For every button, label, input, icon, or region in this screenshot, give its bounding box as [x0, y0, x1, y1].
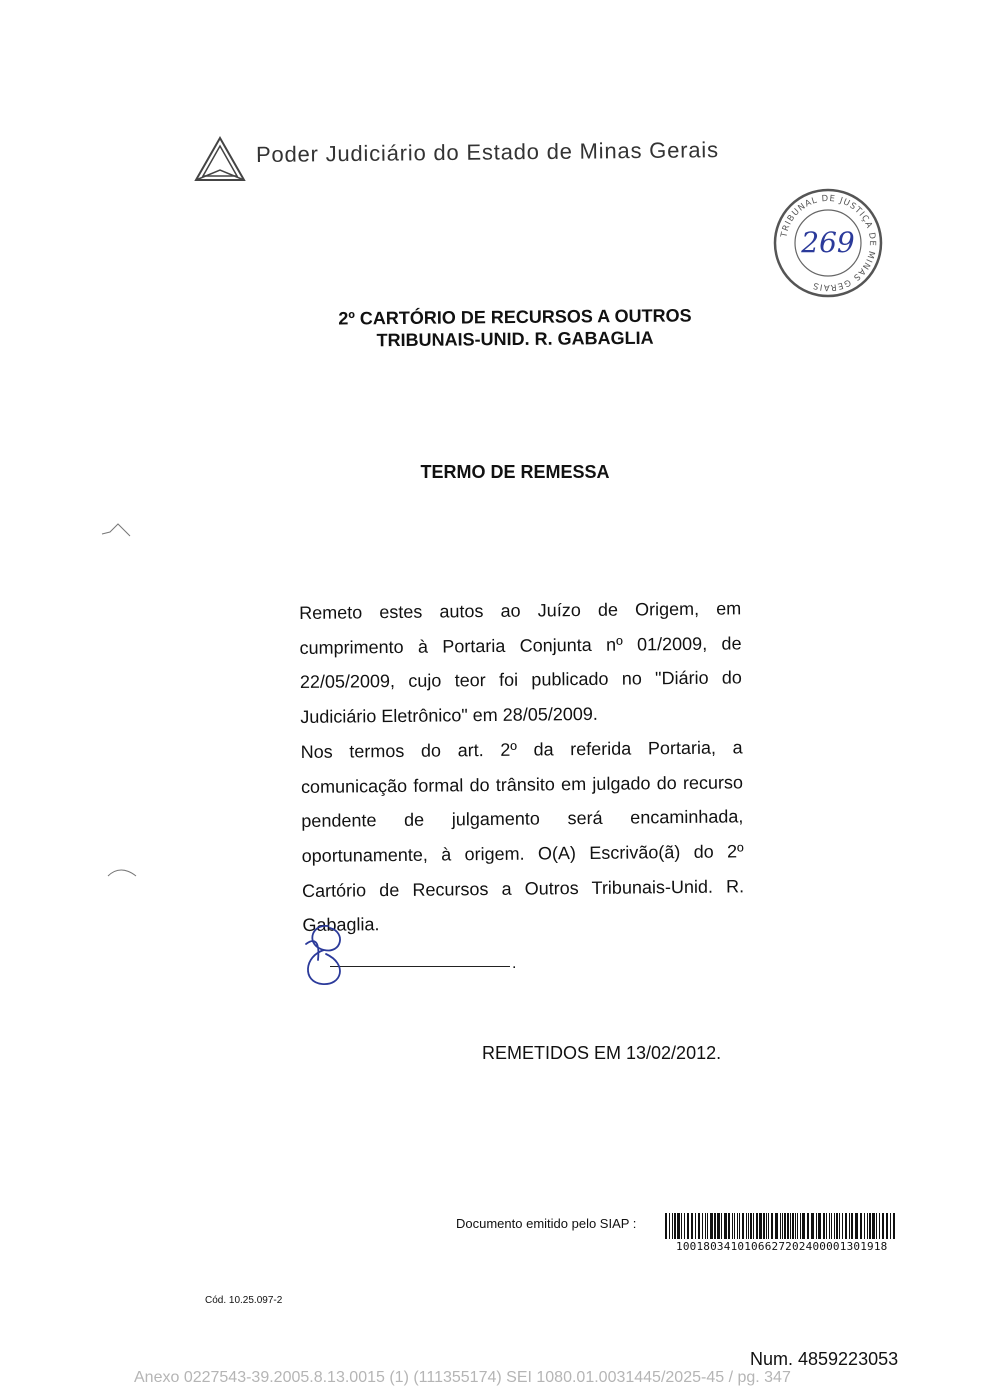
body-text [299, 591, 745, 943]
barcode-bar [714, 1213, 716, 1239]
barcode-bar [780, 1213, 781, 1239]
barcode-bar [766, 1213, 767, 1239]
barcode-bar [732, 1213, 733, 1239]
barcode-bar [710, 1213, 713, 1239]
barcode-bar [795, 1213, 796, 1239]
barcode-bar [872, 1213, 875, 1239]
barcode-bar [860, 1213, 862, 1239]
barcode-bar [665, 1213, 667, 1239]
barcode-bar [734, 1213, 735, 1239]
barcode-bar [687, 1213, 689, 1239]
barcode-bar [691, 1213, 693, 1239]
barcode-bar [869, 1213, 871, 1239]
barcode-bar [748, 1213, 749, 1239]
barcode-bar [674, 1213, 676, 1239]
barcode-bar [739, 1213, 740, 1239]
siap-label: Documento emitido pelo SIAP : [456, 1216, 637, 1231]
barcode-bar [792, 1213, 794, 1239]
barcode-number: 1001803410106627202400001301918 [676, 1240, 888, 1253]
barcode-bar [684, 1213, 685, 1239]
barcode-bar [756, 1213, 758, 1239]
office-heading [300, 304, 730, 352]
barcode-bar [707, 1213, 708, 1239]
margin-mark [100, 520, 134, 538]
body-paragraph-1: Remeto estes autos ao Juízo de Origem, em cumprimento à Portaria Conjunta nº 01/2009, de 22/05/2009, cujo teor foi publicado no "Diário do Judiciário Eletrônico" em 28/05/2009. [299, 598, 742, 728]
barcode-bar [879, 1213, 880, 1239]
barcode-bar [886, 1213, 888, 1239]
barcode-bar [802, 1213, 805, 1239]
barcode-bar [702, 1213, 703, 1239]
barcode-bar [771, 1213, 773, 1239]
barcode-bar [677, 1213, 680, 1239]
barcode-bar [672, 1213, 673, 1239]
barcode [664, 1213, 896, 1239]
barcode-bar [782, 1213, 783, 1239]
barcode-bar [800, 1213, 801, 1239]
office-line-2: TRIBUNAIS-UNID. R. GABAGLIA [376, 327, 654, 351]
barcode-bar [831, 1213, 832, 1239]
barcode-bar [834, 1213, 835, 1239]
barcode-bar [790, 1213, 791, 1239]
signature-line-end: . [512, 955, 517, 972]
annex-watermark: Anexo 0227543-39.2005.8.13.0015 (1) (111355174) SEI 1080.01.0031445/2025-45 / pg. 347 [134, 1369, 791, 1386]
barcode-bar [787, 1213, 789, 1239]
barcode-bar [717, 1213, 720, 1239]
seal-ring-text: TRIBUNAL DE JUSTIÇA DE MINAS GERAIS [779, 193, 878, 293]
barcode-bar [829, 1213, 830, 1239]
barcode-bar [721, 1213, 722, 1239]
barcode-bar [763, 1213, 765, 1239]
court-seal [772, 188, 884, 298]
barcode-bar [669, 1213, 670, 1239]
barcode-bar [681, 1213, 682, 1239]
seal-page-number: 269 [801, 226, 855, 259]
barcode-bar [867, 1213, 868, 1239]
header-title: Poder Judiciário do Estado de Minas Gerais [255, 137, 719, 167]
barcode-bar [876, 1213, 877, 1239]
document-title: TERMO DE REMESSA [420, 462, 610, 482]
barcode-bar [705, 1213, 706, 1239]
barcode-bar [750, 1213, 752, 1239]
barcode-bar [811, 1213, 814, 1239]
tjmg-logo-icon [194, 136, 246, 184]
barcode-bar [816, 1213, 817, 1239]
barcode-bar [839, 1213, 840, 1239]
barcode-bar [737, 1213, 738, 1239]
barcode-bar [890, 1213, 891, 1239]
barcode-bar [836, 1213, 838, 1239]
barcode-bar [818, 1213, 821, 1239]
barcode-bar [746, 1213, 747, 1239]
handwritten-signature [296, 920, 358, 992]
barcode-bar [695, 1213, 696, 1239]
office-line-1: 2º CARTÓRIO DE RECURSOS A OUTROS [338, 305, 692, 329]
barcode-bar [855, 1213, 858, 1239]
barcode-bar [826, 1213, 827, 1239]
document-number: Num. 4859223053 [750, 1349, 899, 1369]
body-paragraph-2: Nos termos do art. 2º da referida Portaria, a comunicação formal do trânsito em julgado do recurso pendente de julgamento será encaminhada, oportunamente, à origem. O(A) Escrivão(ã) do 2º Cartório de Recursos a Outros Tribunais-Unid. R. Gabaglia. [300, 737, 745, 936]
margin-mark [106, 864, 138, 880]
barcode-bar [775, 1213, 778, 1239]
barcode-bar [893, 1213, 895, 1239]
barcode-bar [851, 1213, 853, 1239]
barcode-bar [724, 1213, 727, 1239]
barcode-bar [742, 1213, 744, 1239]
barcode-bar [753, 1213, 754, 1239]
barcode-bar [864, 1213, 865, 1239]
barcode-bar [768, 1213, 769, 1239]
barcode-bar [845, 1213, 847, 1239]
remetidos-date: REMETIDOS EM 13/02/2012. [482, 1043, 722, 1063]
barcode-bar [823, 1213, 825, 1239]
barcode-bar [849, 1213, 850, 1239]
barcode-bar [784, 1213, 786, 1239]
barcode-bar [759, 1213, 762, 1239]
barcode-bar [797, 1213, 798, 1239]
barcode-bar [698, 1213, 700, 1239]
barcode-bar [728, 1213, 730, 1239]
barcode-bar [842, 1213, 843, 1239]
barcode-bar [882, 1213, 884, 1239]
form-code: Cód. 10.25.097-2 [205, 1295, 283, 1306]
barcode-bar [807, 1213, 809, 1239]
